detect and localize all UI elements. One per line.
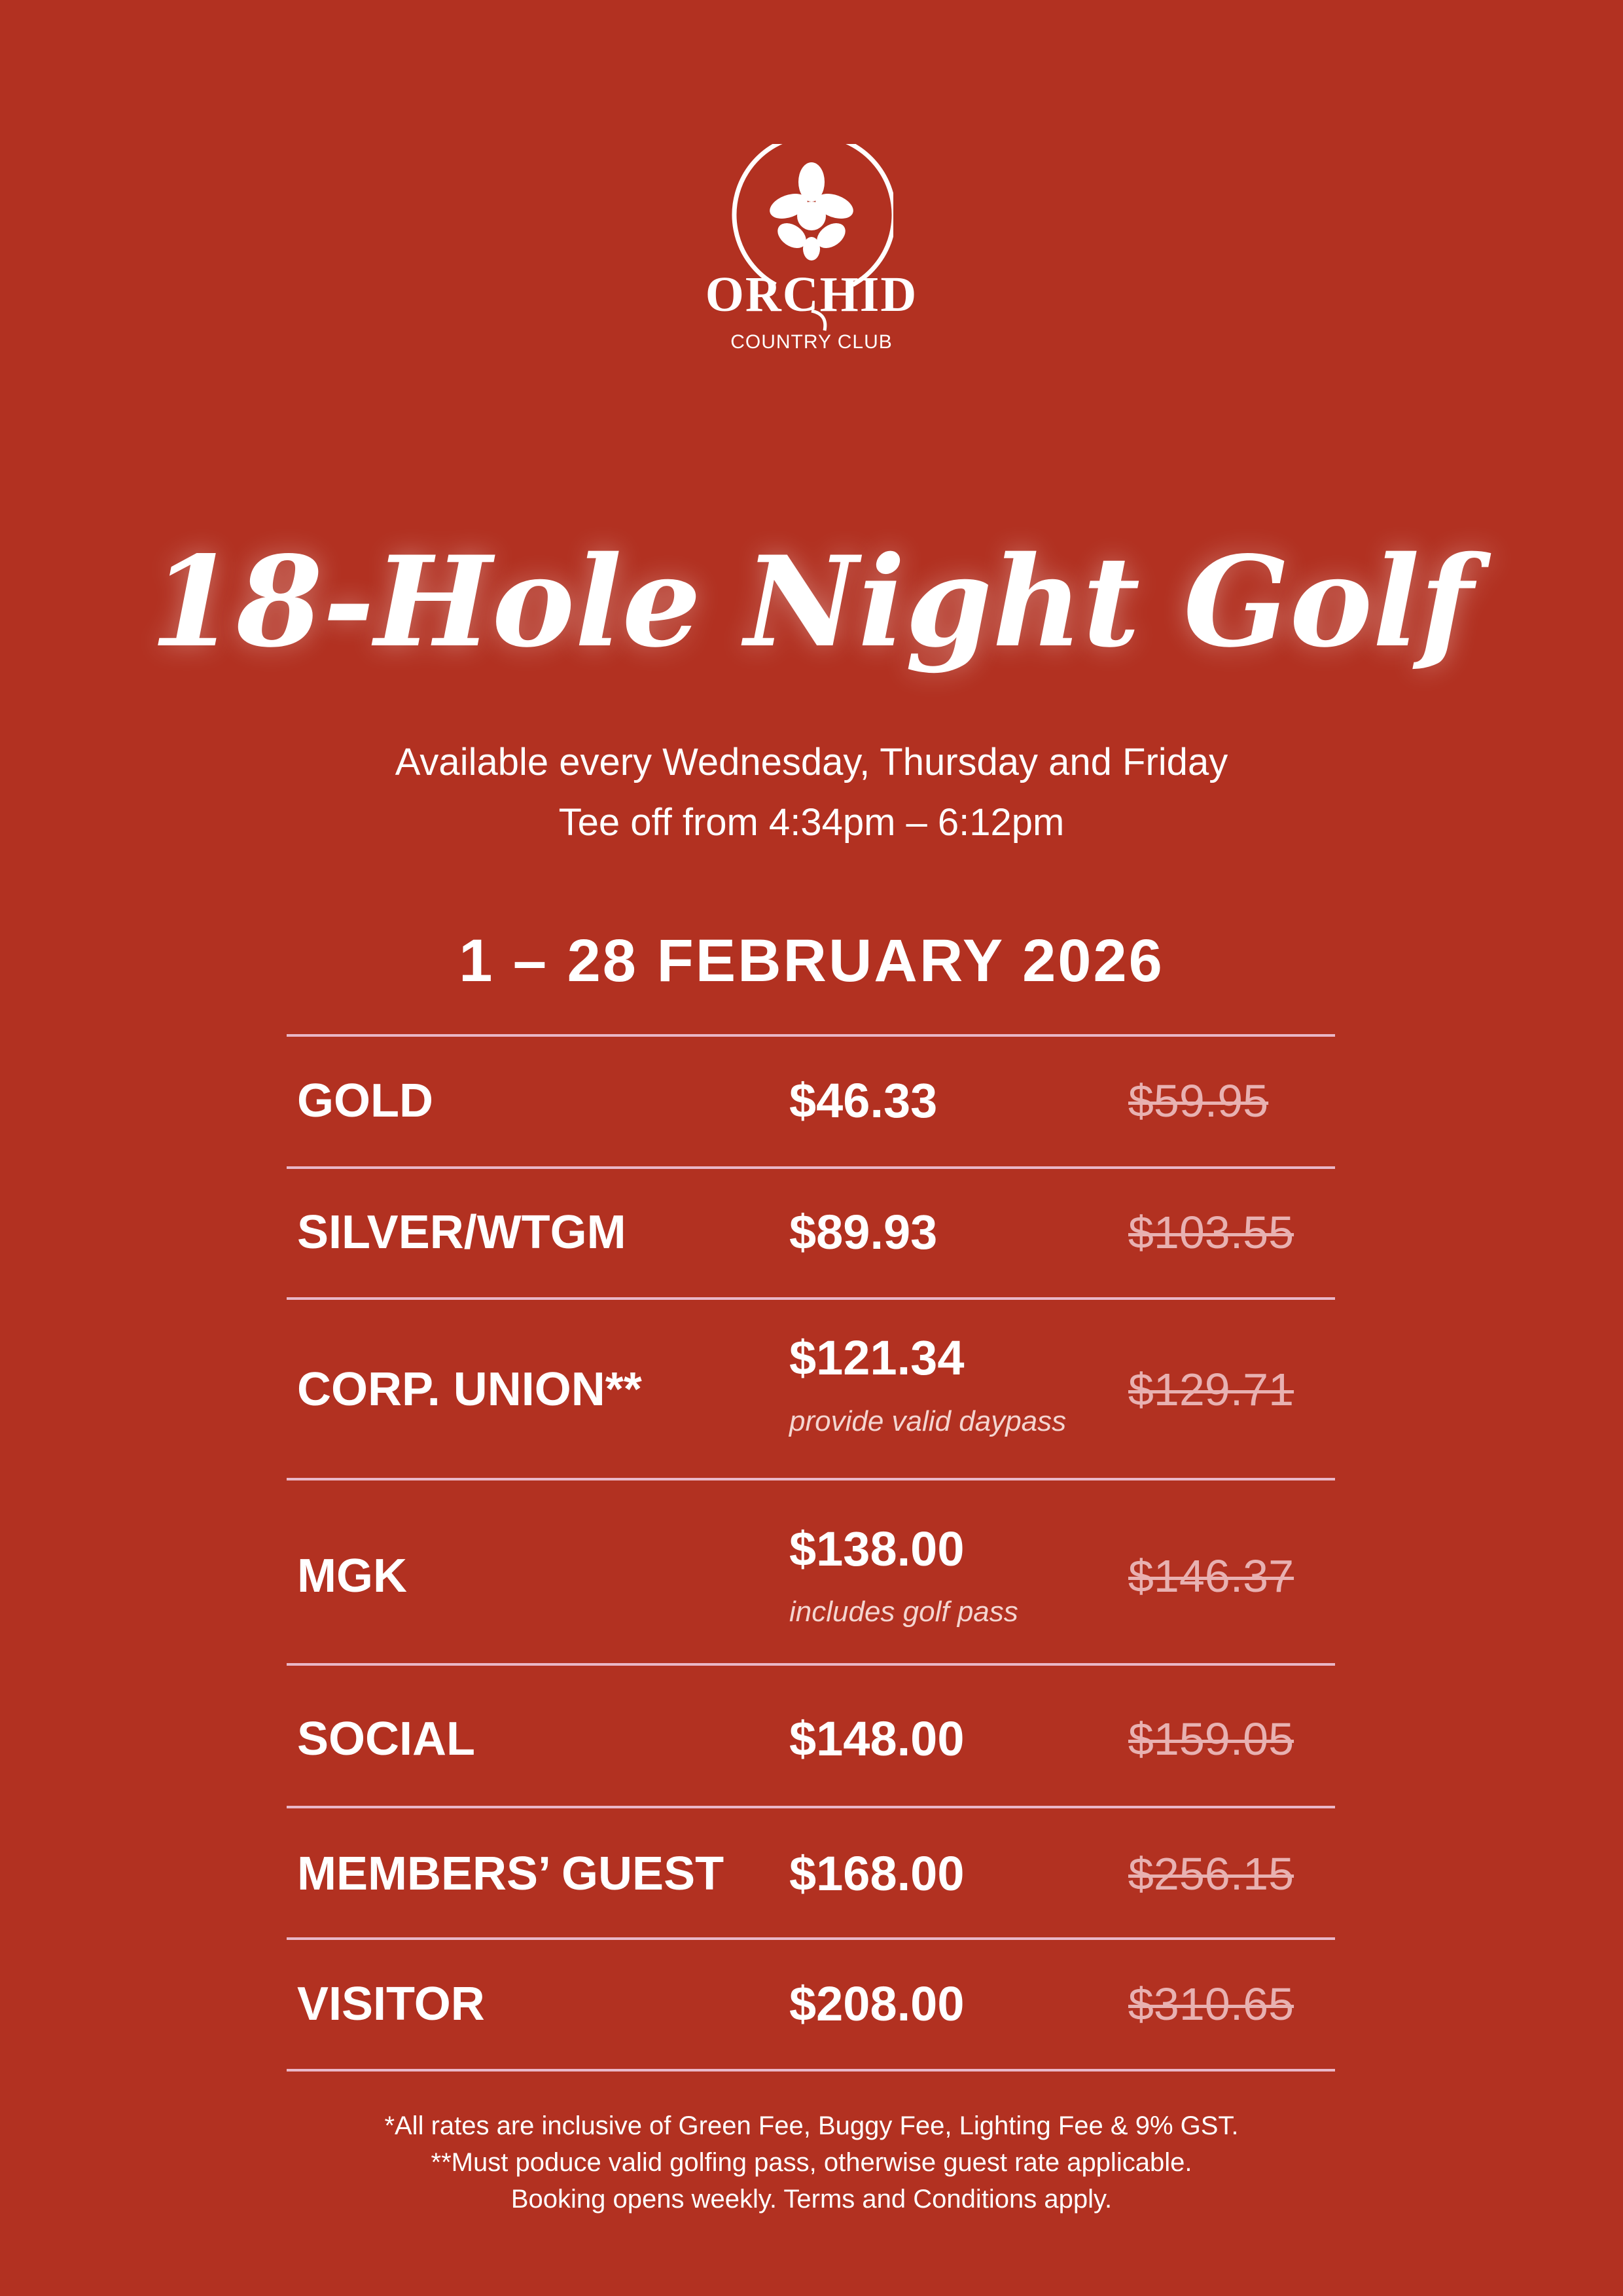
logo-subtitle: COUNTRY CLUB [730,331,893,353]
logo-brand: ORCHID [705,267,918,322]
rate-tier: VISITOR [297,1978,485,2030]
rate-original-price: $103.55 [1128,1207,1294,1258]
footnote-booking: Booking opens weekly. Terms and Conditions apply. [510,2185,1113,2214]
club-logo [681,144,942,367]
rate-note: includes golf pass [789,1596,1018,1628]
rate-original-price: $310.65 [1128,1979,1294,2030]
rate-price: $208.00 [789,1977,965,2031]
table-divider [287,1806,1335,1808]
availability-days: Available every Wednesday, Thursday and Friday [395,741,1228,783]
rate-price: $121.34 [789,1331,965,1385]
footnote-pass: **Must poduce valid golfing pass, otherwise guest rate applicable. [431,2148,1192,2177]
rate-original-price: $159.05 [1128,1713,1294,1765]
table-divider [287,1478,1335,1480]
date-range: 1 – 28 FEBRUARY 2026 [459,927,1164,994]
rate-tier: SOCIAL [297,1713,476,1765]
table-divider [287,1663,1335,1666]
table-divider [287,2069,1335,2072]
rate-price: $46.33 [789,1073,938,1128]
rate-tier: GOLD [297,1075,433,1127]
rate-price: $138.00 [789,1522,965,1576]
rate-note: provide valid daypass [789,1405,1067,1437]
rate-tier: SILVER/WTGM [297,1206,626,1259]
rate-original-price: $256.15 [1128,1848,1294,1899]
table-divider [287,1034,1335,1037]
table-divider [287,1166,1335,1169]
rate-original-price: $129.71 [1128,1364,1294,1415]
table-divider [287,1937,1335,1940]
rate-price: $89.93 [789,1205,938,1259]
rate-original-price: $146.37 [1128,1551,1294,1602]
table-divider [287,1297,1335,1300]
rate-price: $168.00 [789,1846,965,1901]
rate-original-price: $59.95 [1128,1075,1269,1126]
rate-tier: MGK [297,1550,407,1602]
rate-tier: MEMBERS’ GUEST [297,1848,724,1900]
page-title: 18-Hole Night Golf [149,529,1474,675]
rate-price: $148.00 [789,1712,965,1766]
availability-tee-off: Tee off from 4:34pm – 6:12pm [558,801,1065,844]
rate-tier: CORP. UNION** [297,1363,642,1416]
footnote-rates: *All rates are inclusive of Green Fee, Buggy Fee, Lighting Fee & 9% GST. [384,2111,1239,2140]
